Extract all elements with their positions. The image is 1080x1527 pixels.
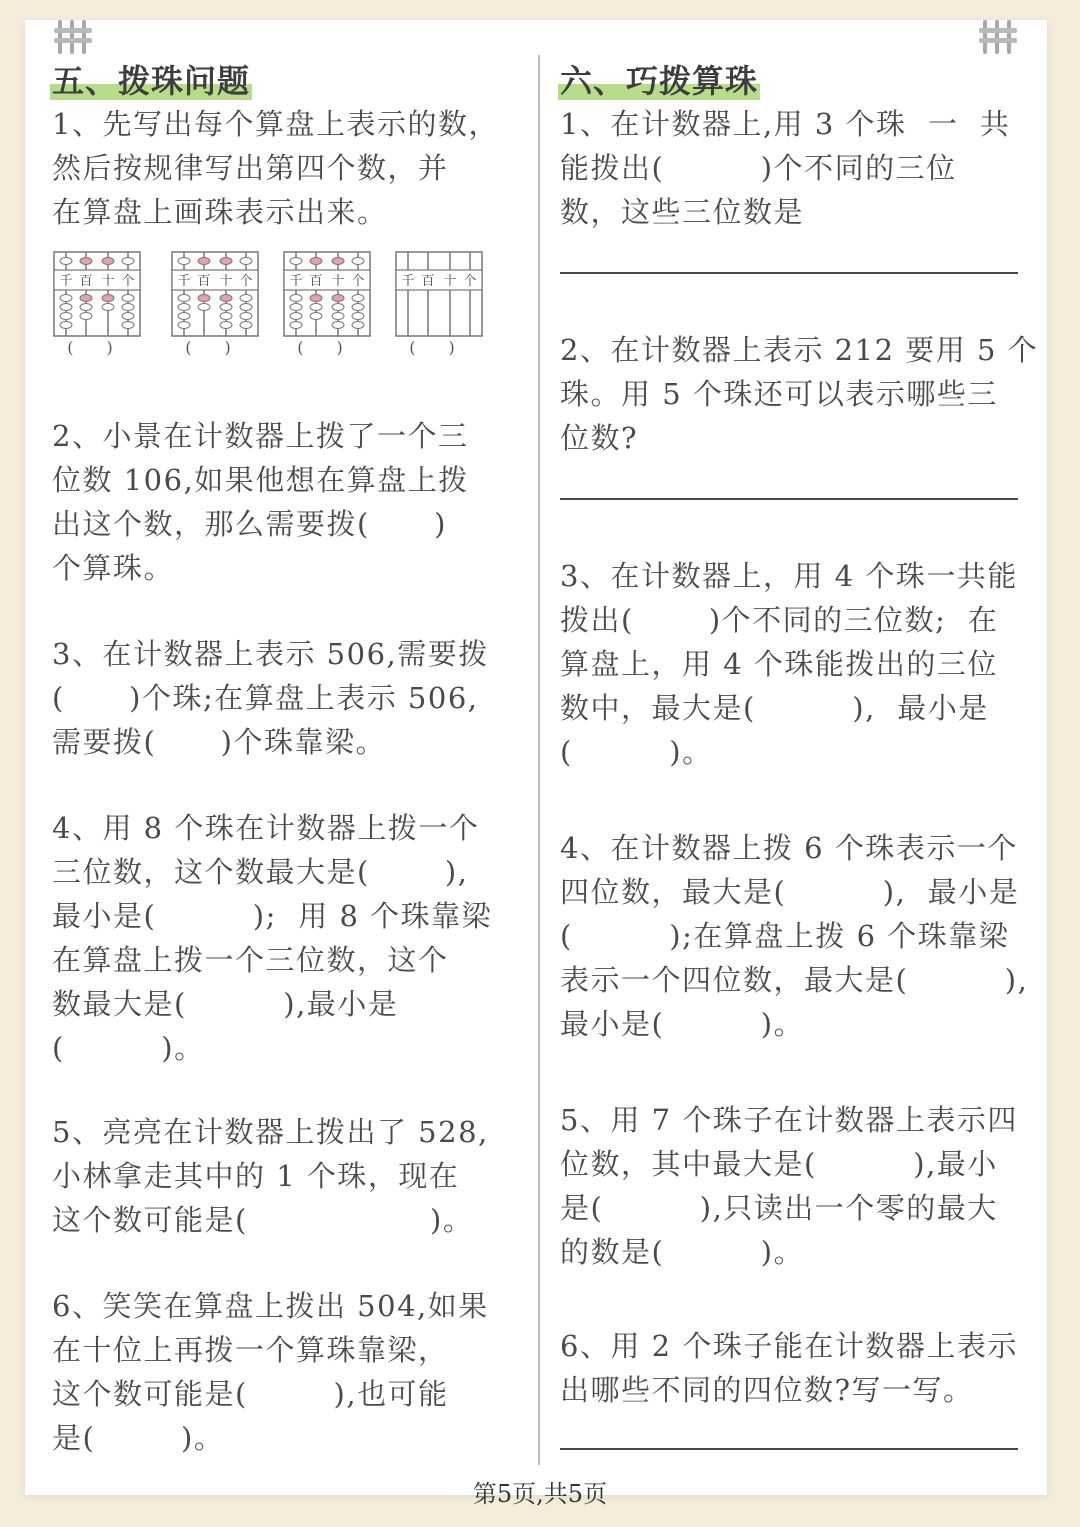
left-question-4: 4、用 8 个珠在计数器上拨一个 三位数，这个数最大是( ), 最小是( ); 用 8 个珠靠梁 在算盘上拨一个三位数，这个 数最大是( ),最小是 ( )。 bbox=[52, 811, 493, 1065]
abacus-1: 千 百 十 个 ( ) bbox=[52, 250, 142, 360]
left-question-5: 5、亮亮在计数器上拨出了 528, 小林拿走其中的 1 个珠，现在 这个数可能是( )。 bbox=[52, 1115, 489, 1237]
svg-text:十: 十 bbox=[331, 274, 345, 289]
right-question-5: 5、用 7 个珠子在计数器上表示四 位数，其中最大是( ),最小 是( ),只读出一个零的最大 的数是( )。 bbox=[560, 1103, 1018, 1269]
abacus-4-blank: 千 百 十 个 ( ) bbox=[394, 250, 484, 360]
svg-text:个: 个 bbox=[121, 274, 135, 289]
right-question-1: 1、在计数器上,用 3 个珠 一 共 能拨出( )个不同的三位 数，这些三位数是 bbox=[560, 107, 1011, 229]
left-question-6: 6、笑笑在算盘上拨出 504,如果 在十位上再拨一个算珠靠梁， 这个数可能是( ),也可能 是( )。 bbox=[52, 1289, 489, 1455]
answer-line-2 bbox=[560, 498, 1018, 500]
svg-text:千: 千 bbox=[59, 274, 73, 289]
svg-text:百: 百 bbox=[309, 274, 323, 289]
svg-text:个: 个 bbox=[351, 274, 365, 289]
right-question-6: 6、用 2 个珠子能在计数器上表示 出哪些不同的四位数?写一写。 bbox=[560, 1329, 1018, 1407]
svg-text:个: 个 bbox=[463, 274, 477, 289]
svg-text:百: 百 bbox=[79, 274, 93, 289]
abacus-3: 千 百 十 个 ( ) bbox=[282, 250, 372, 360]
right-question-3: 3、在计数器上，用 4 个珠一共能 拨出( )个不同的三位数; 在 算盘上，用 4 个珠能拨出的三位 数中，最大是( ), 最小是 ( )。 bbox=[560, 559, 1018, 769]
left-question-3: 3、在计数器上表示 506,需要拨 ( )个珠;在算盘上表示 506, 需要拨( )个珠靠梁。 bbox=[52, 637, 489, 759]
answer-line-1 bbox=[560, 272, 1018, 274]
binder-clip-right bbox=[975, 20, 1021, 64]
answer-line-6 bbox=[560, 1448, 1018, 1450]
page-footer: 第5页,共5页 bbox=[472, 1480, 608, 1508]
section-title-right: 六、巧拨算珠 bbox=[560, 62, 759, 100]
section-title-left: 五、拨珠问题 bbox=[52, 62, 251, 100]
svg-text:百: 百 bbox=[197, 274, 211, 289]
svg-text:十: 十 bbox=[219, 274, 233, 289]
left-question-2: 2、小景在计数器上拨了一个三 位数 106,如果他想在算盘上拨 出这个数，那么需要拨( ) 个算珠。 bbox=[52, 419, 469, 585]
column-divider bbox=[538, 55, 540, 1465]
abacus-2: 千 百 十 个 ( ) bbox=[170, 250, 260, 360]
abacus-row bbox=[52, 250, 492, 360]
svg-text:千: 千 bbox=[177, 274, 191, 289]
right-question-2: 2、在计数器上表示 212 要用 5 个 珠。用 5 个珠还可以表示哪些三 位数? bbox=[560, 333, 1039, 455]
svg-text:千: 千 bbox=[401, 274, 415, 289]
svg-text:十: 十 bbox=[101, 274, 115, 289]
svg-text:百: 百 bbox=[421, 274, 435, 289]
svg-text:千: 千 bbox=[289, 274, 303, 289]
right-question-4: 4、在计数器上拨 6 个珠表示一个 四位数，最大是( ), 最小是 ( );在算盘上拨 6 个珠靠梁 表示一个四位数，最大是( ), 最小是( )。 bbox=[560, 831, 1029, 1041]
svg-text:十: 十 bbox=[443, 274, 457, 289]
svg-text:个: 个 bbox=[239, 274, 253, 289]
left-question-1: 1、先写出每个算盘上表示的数， 然后按规律写出第四个数，并 在算盘上画珠表示出来。 bbox=[52, 107, 499, 229]
